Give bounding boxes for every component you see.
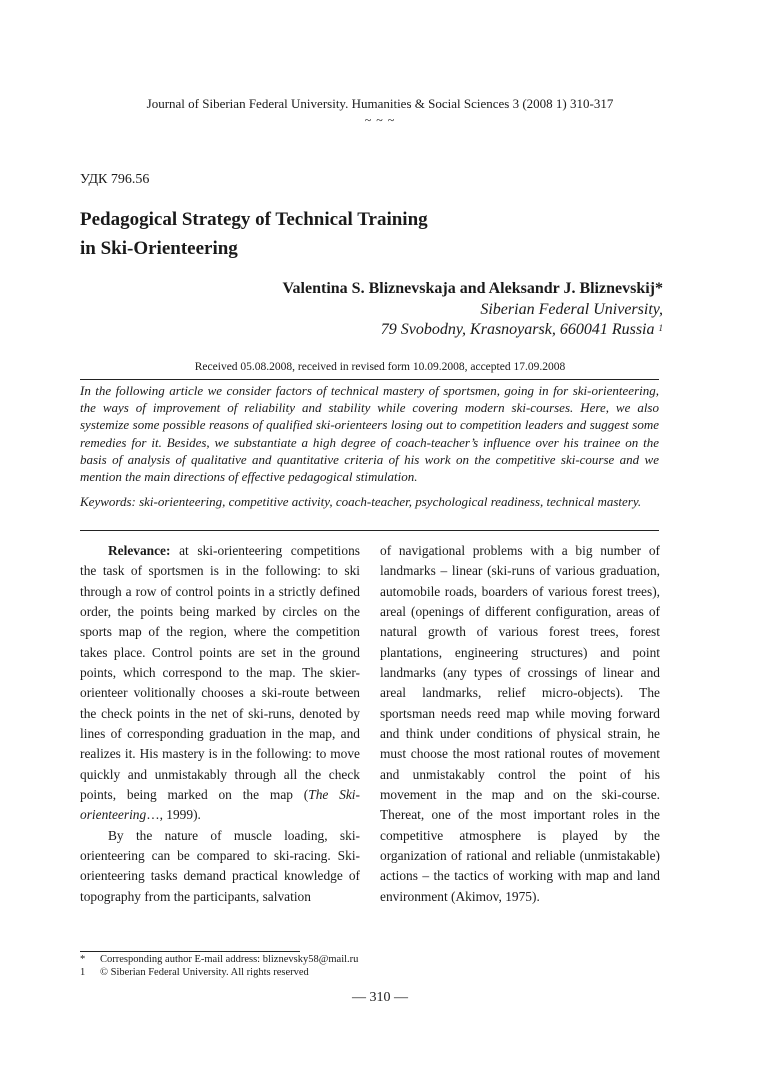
- relevance-lead: Relevance:: [108, 543, 171, 558]
- relevance-citation: The Ski-orienteering: [80, 786, 360, 823]
- footnote-2-mark: 1: [80, 967, 86, 978]
- affiliation-address: [381, 320, 663, 340]
- abstract-top-rule: [80, 379, 659, 380]
- article-title: [80, 205, 680, 263]
- address-text: 79 Svobodny, Krasnoyarsk, 660041 Russia: [380, 321, 655, 338]
- footnote-1-mark: *: [80, 954, 86, 965]
- header-ornament: ~ ~ ~: [364, 113, 396, 127]
- body-right-column: [380, 541, 660, 907]
- title-line-2: in Ski-Orienteering: [80, 238, 238, 259]
- affiliation-university: Siberian Federal University,: [480, 301, 663, 318]
- footnote-2: [80, 966, 309, 979]
- udk-code: УДК 796.56: [80, 172, 150, 187]
- authors: Valentina S. Bliznevskaja and Aleksandr J. Bliznevskij*: [282, 280, 663, 297]
- abstract-bottom-rule: [80, 530, 659, 531]
- relevance-text-2: …, 1999).: [146, 807, 201, 823]
- paragraph-navigation: of navigational problems with a big number of landmarks – linear (ski-runs of various graduation, automobile roads, boarders of various forest trees), areal (openings of different configuration, areas of natural growth of various forest trees, forest plantations, engineering structures) and point landmarks (any types of crossings of linear and areal landmarks, relief micro-objects). The sportsman needs reed map while moving forward and think under conditions of physical strain, he must choose the most rational routes of movement and unmistakably control the point of his movement in the map and on the ski-course. Thereat, one of the most important roles in the competitive atmosphere is played by the organization of rational and reliable (unmistakable) actions – the tactics of working with map and land environment (Akimov, 1975).: [380, 543, 660, 904]
- footnote-1: [80, 953, 358, 966]
- abstract: In the following article we consider factors of technical mastery of sportsmen, going in for ski-orienteering, the ways of improvement of reliability and stability while covering modern ski-courses. Here, we also systemize some possible reasons of qualified ski-orienteers losing out to competition leaders and suggest some remedies for it. Besides, we substantiate a high degree of coach-teacher’s influence over his trainee on the basis of analysis of qualitative and quantitative criteria of his work on the competitive ski-course and we mention the main directions of effective pedagogical stimulation.: [80, 383, 659, 485]
- keywords: Keywords: ski-orienteering, competitive activity, coach-teacher, psychological readiness, technical mastery.: [80, 494, 642, 509]
- relevance-text-1: at ski-orienteering competitions the task of sportsmen is in the following: to ski through a row of control points in a strictly defined order, the points being marked by circles on the sports map of the region, where the competition takes place. Control points are set in the ground points, which correspond to the map. The skier-orienteer volitionally chooses a ski-route between the check points in the net of ski-runs, denoted by lines of corresponding graduation in the map, and realizes it. His mastery is in the following: to move quickly and unmistakably through all the check points, being marked on the map (: [80, 543, 360, 802]
- page-number: — 310 —: [352, 990, 408, 1005]
- paragraph-relevance: [80, 541, 360, 826]
- affiliation-mark: 1: [658, 323, 663, 333]
- title-line-1: Pedagogical Strategy of Technical Training: [80, 209, 428, 230]
- received-dates: Received 05.08.2008, received in revised form 10.09.2008, accepted 17.09.2008: [194, 361, 566, 373]
- paragraph-muscle-loading: By the nature of muscle loading, ski-orienteering can be compared to ski-racing. Ski-orienteering tasks demand practical knowledge of topography from the participants, salvation: [80, 827, 360, 904]
- footnote-2-text: © Siberian Federal University. All rights reserved: [100, 967, 309, 978]
- footnote-1-text: Corresponding author E-mail address: bliznevsky58@mail.ru: [100, 954, 359, 965]
- body-left-column: [80, 541, 360, 907]
- journal-header: Journal of Siberian Federal University. Humanities & Social Sciences 3 (2008 1) 310-317: [146, 96, 614, 111]
- footnote-rule: [80, 951, 300, 952]
